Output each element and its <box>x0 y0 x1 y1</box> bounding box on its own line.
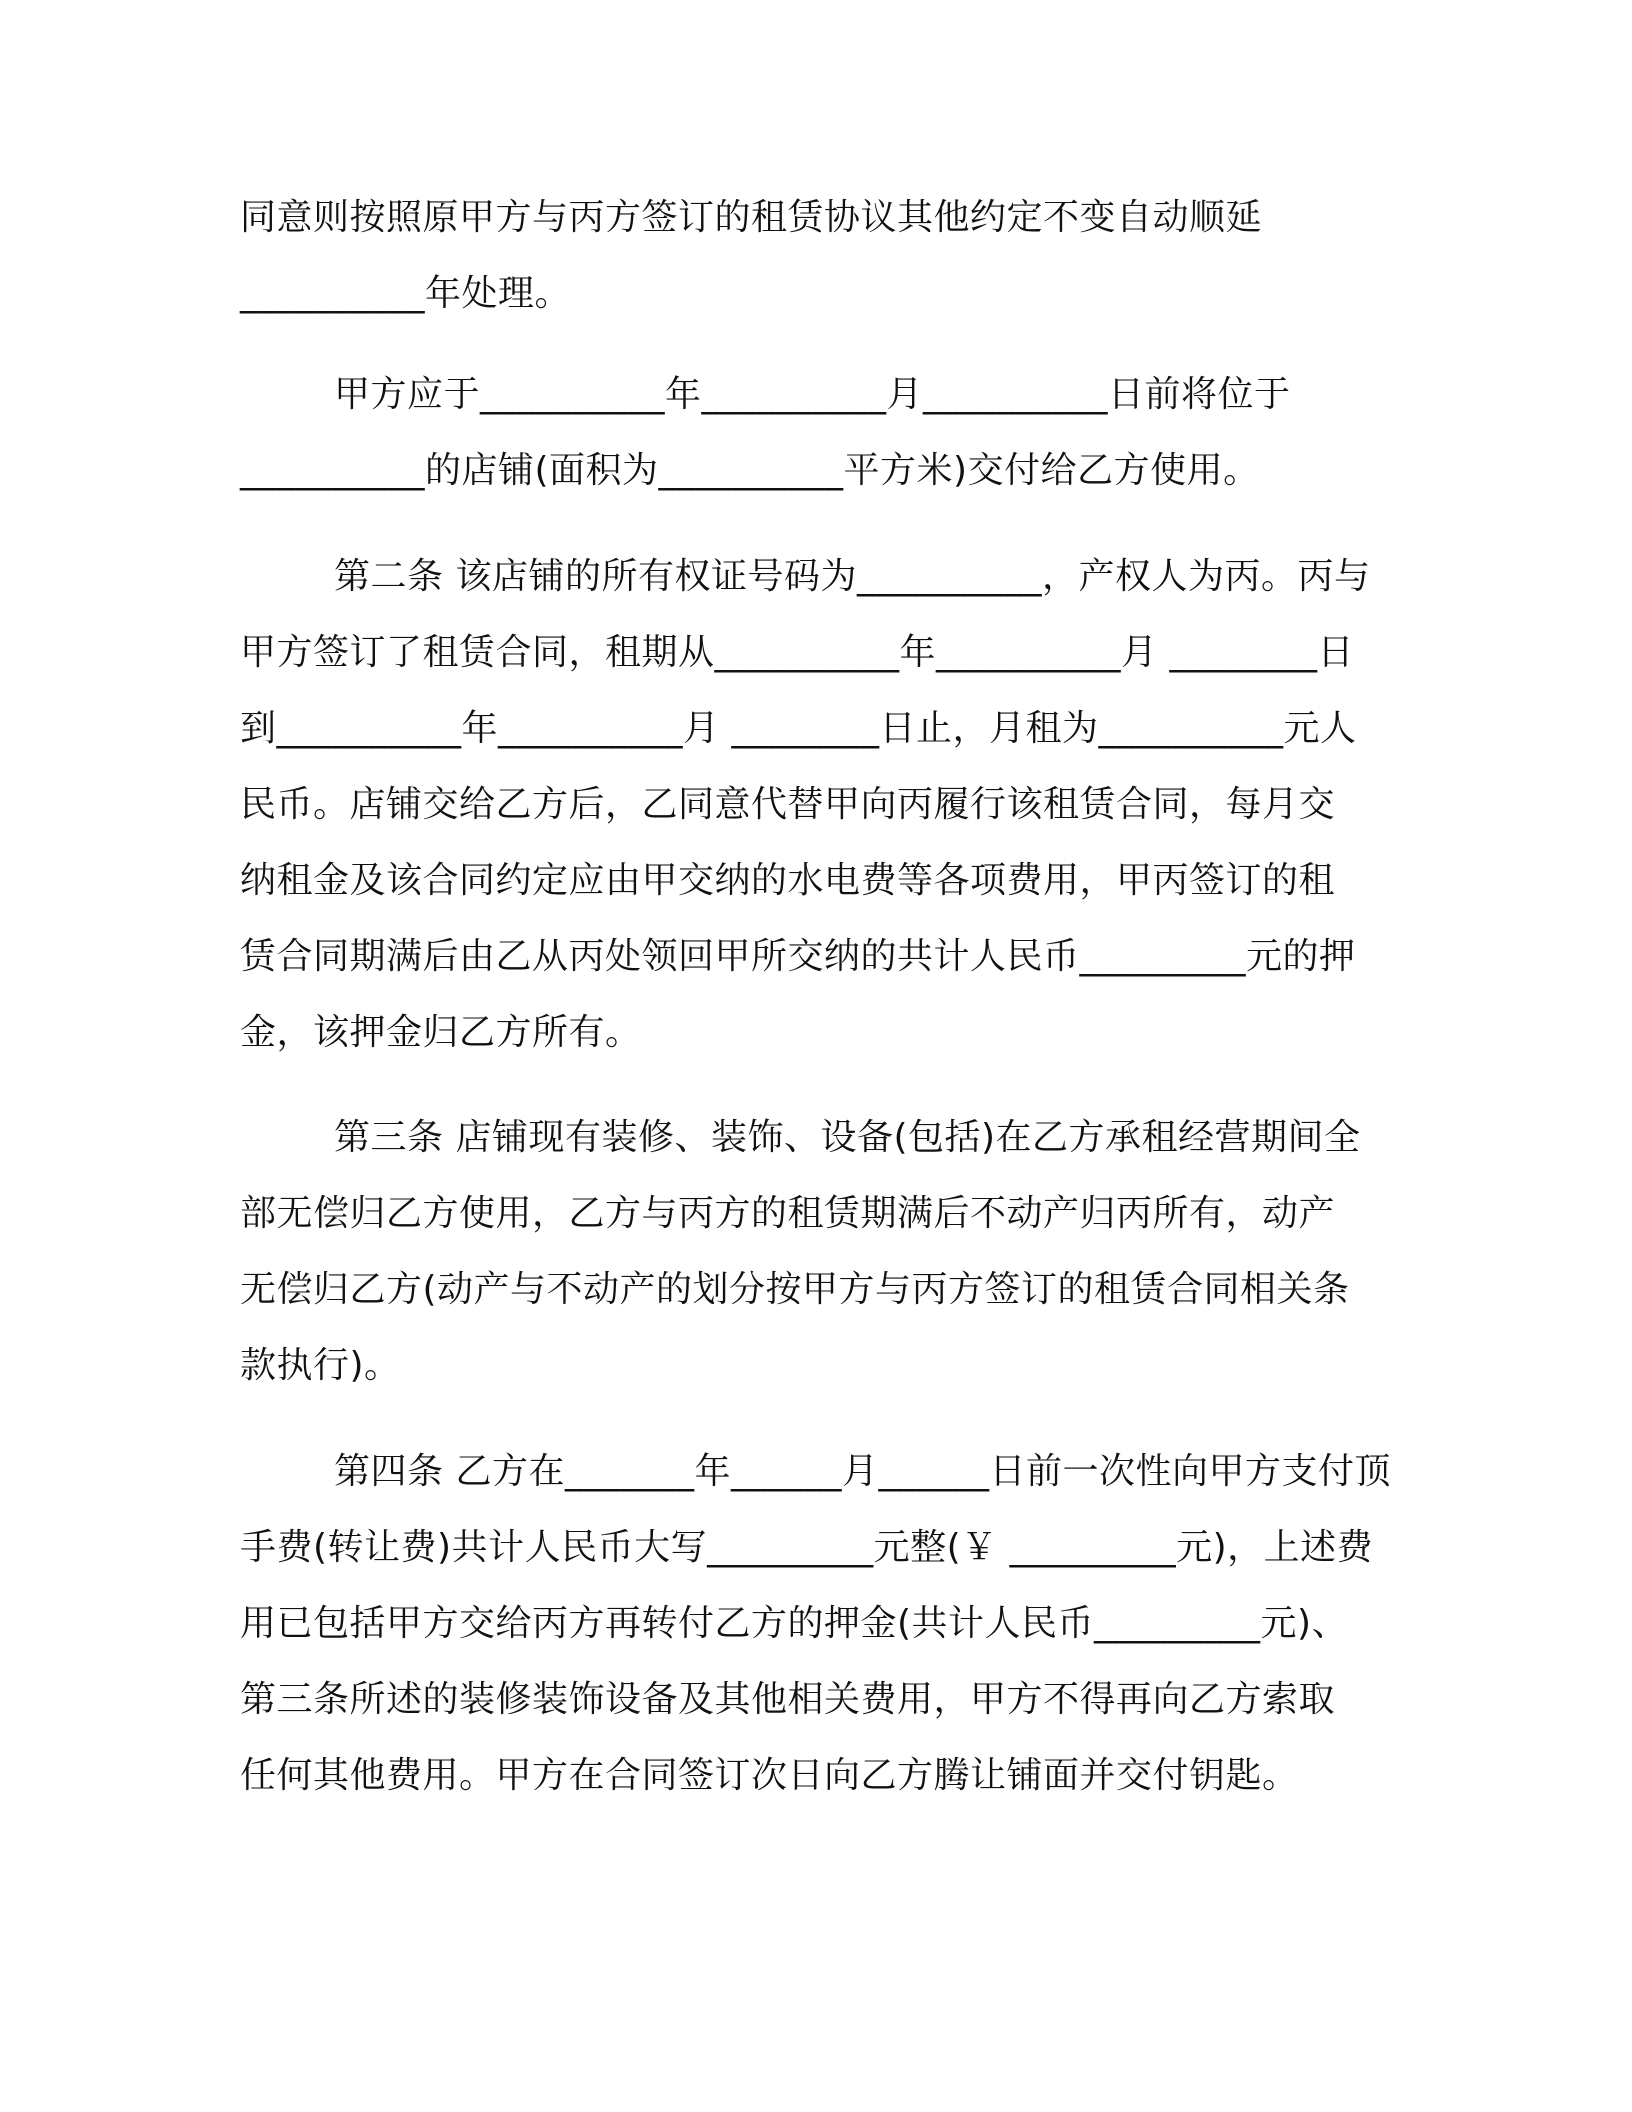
text-line: 纳租金及该合同约定应由甲交纳的水电费等各项费用，甲丙签订的租 <box>240 860 1336 901</box>
text-line: 款执行)。 <box>240 1345 401 1386</box>
text-line: 手费(转让费)共计人民币大写_________元整(￥ _________元)，上述费 <box>240 1527 1374 1568</box>
text-line: 第二条 该店铺的所有权证号码为__________，产权人为丙。丙与 <box>334 556 1371 597</box>
text-line: 到__________年__________月 ________日止，月租为__________元人 <box>240 708 1357 749</box>
text-line: 部无偿归乙方使用，乙方与丙方的租赁期满后不动产归丙所有，动产 <box>240 1193 1336 1234</box>
text-line: 用已包括甲方交给丙方再转付乙方的押金(共计人民币_________元)、 <box>240 1603 1349 1644</box>
text-line: __________年处理。 <box>240 273 572 314</box>
text-line: 第三条 店铺现有装修、装饰、设备(包括)在乙方承租经营期间全 <box>334 1117 1361 1158</box>
text-line: 民币。店铺交给乙方后，乙同意代替甲向丙履行该租赁合同，每月交 <box>240 784 1336 825</box>
text-line: 甲方应于__________年__________月__________日前将位于 <box>334 374 1291 415</box>
text-line: 赁合同期满后由乙从丙处领回甲所交纳的共计人民币_________元的押 <box>240 936 1356 977</box>
text-line: __________的店铺(面积为__________平方米)交付给乙方使用。 <box>240 450 1260 491</box>
text-line: 金，该押金归乙方所有。 <box>240 1012 642 1053</box>
text-line: 甲方签订了租赁合同，租期从__________年__________月 ________日 <box>240 632 1354 673</box>
text-line: 第三条所述的装修装饰设备及其他相关费用，甲方不得再向乙方索取 <box>240 1679 1336 1720</box>
text-line: 任何其他费用。甲方在合同签订次日向乙方腾让铺面并交付钥匙。 <box>240 1755 1299 1796</box>
text-line: 无偿归乙方(动产与不动产的划分按甲方与丙方签订的租赁合同相关条 <box>240 1269 1350 1310</box>
text-line: 第四条 乙方在_______年______月______日前一次性向甲方支付顶 <box>334 1451 1391 1492</box>
text-line: 同意则按照原甲方与丙方签订的租赁协议其他约定不变自动顺延 <box>240 197 1263 238</box>
